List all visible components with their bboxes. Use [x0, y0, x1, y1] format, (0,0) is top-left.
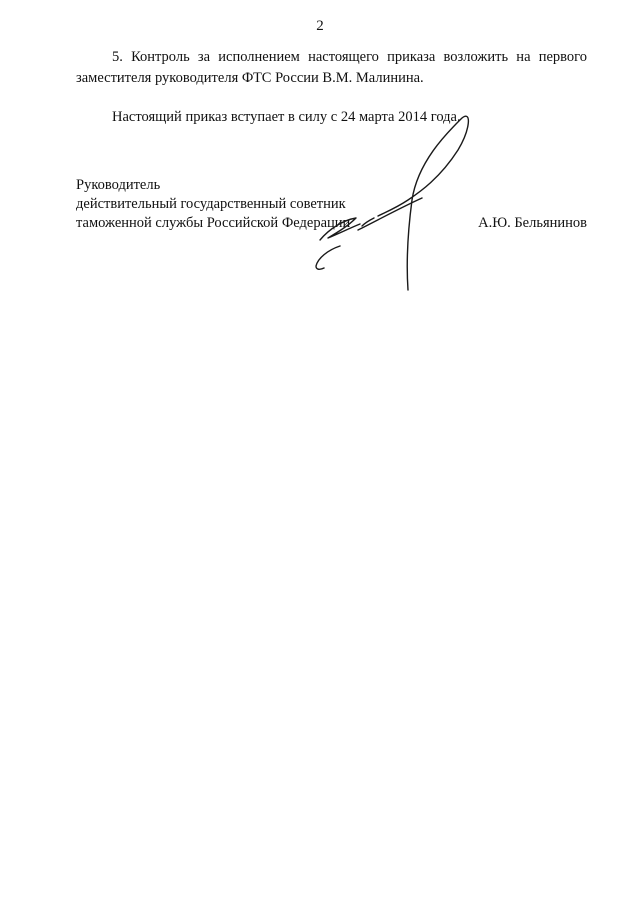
paragraph-effective-date: Настоящий приказ вступает в силу с 24 марта 2014 года. — [112, 109, 461, 125]
signature-loop-stroke — [378, 116, 468, 290]
signature-cross-stroke — [358, 198, 422, 230]
signatory-title-line-3: таможенной службы Российской Федерации — [76, 215, 351, 231]
paragraph-control-clause: 5. Контроль за исполнением настоящего приказа возложить на первого заместителя руководителя ФТС России В.М. Малинина. — [76, 49, 587, 86]
signatory-title-line-1: Руководитель — [76, 177, 161, 193]
signer-name: А.Ю. Бельянинов — [478, 215, 587, 231]
signatory-title-block — [76, 176, 350, 233]
signatory-title-line-2: действительный государственный советник — [76, 196, 346, 212]
signature-hook-stroke — [316, 246, 340, 269]
page-number: 2 — [316, 18, 324, 34]
signature-tick-stroke — [362, 218, 374, 226]
